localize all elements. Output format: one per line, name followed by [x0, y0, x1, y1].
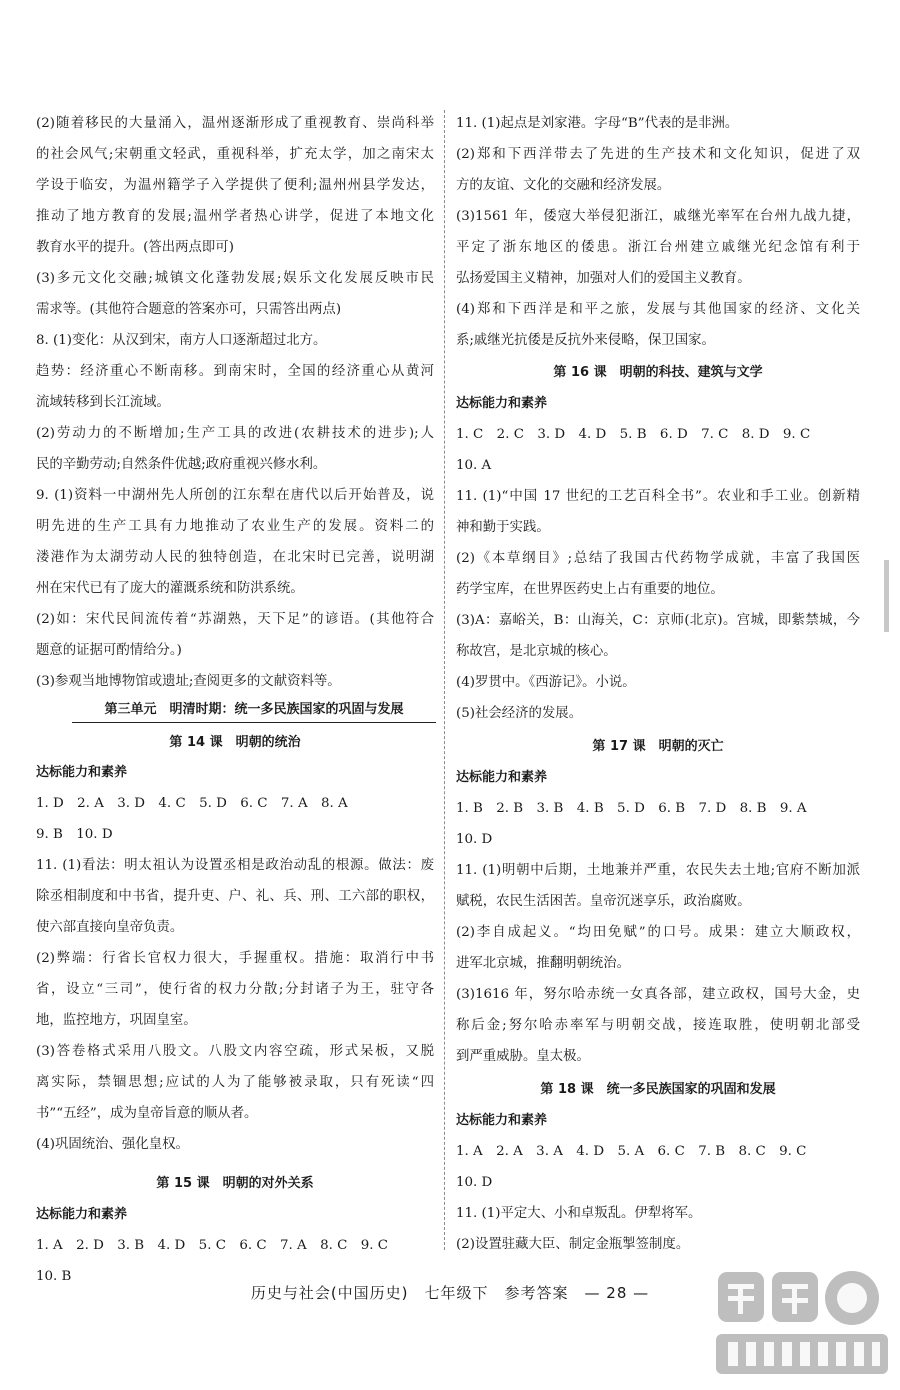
question-11: 11. (1)“中国 17 世纪的工艺百科全书”。农业和手工业。创新精 — [456, 489, 860, 504]
text-line: 弘扬爱国主义精神，加强对人们的爱国主义教育。 — [456, 271, 751, 286]
text-line: (3)答卷格式采用八股文。八股文内容空疏，形式呆板，又脱 — [36, 1044, 434, 1059]
mc-answers: 1. A 2. A 3. A 4. D 5. A 6. C 7. B 8. C 9. C — [456, 1144, 807, 1159]
text-line: 学设于临安，为温州籍学子入学提供了便利;温州州县学发达， — [36, 178, 434, 193]
text-line: 离实际，禁锢思想;应试的人为了能够被录取，只有死读“四 — [36, 1075, 434, 1090]
text-line: (3)多元文化交融;城镇文化蓬勃发展;娱乐文化发展反映市民 — [36, 271, 434, 286]
text-line: (2)设置驻藏大臣、制定金瓶掣签制度。 — [456, 1237, 690, 1252]
text-line: (3)参观当地博物馆或遗址;查阅更多的文献资料等。 — [36, 674, 341, 689]
lesson-18-section: 达标能力和素养 — [456, 1113, 548, 1128]
watermark-logo — [712, 1262, 892, 1382]
text-line: 教育水平的提升。(答出两点即可) — [36, 240, 234, 255]
text-line: (2)如：宋代民间流传着“苏湖熟，天下足”的谚语。(其他符合 — [36, 612, 434, 627]
lesson-15-title: 第 15 课 明朝的对外关系 — [156, 1176, 314, 1191]
text-line: (4)郑和下西洋是和平之旅，发展与其他国家的经济、文化关 — [456, 302, 860, 317]
lesson-18-title: 第 18 课 统一多民族国家的巩固和发展 — [540, 1082, 776, 1097]
mc-answers: 10. D — [456, 1175, 493, 1190]
unit-title-rule — [72, 722, 436, 723]
mc-answers: 9. B 10. D — [36, 827, 113, 842]
mc-answers: 10. B — [36, 1269, 72, 1284]
text-line: (3)A：嘉峪关，B：山海关，C：京师(北京)。宫城，即紫禁城，今 — [456, 613, 860, 628]
text-line: 明先进的生产工具有力地推动了农业生产的发展。资料二的 — [36, 519, 434, 534]
lesson-16-section: 达标能力和素养 — [456, 396, 548, 411]
text-line: 的社会风气;宋朝重文轻武，重视科举，扩充太学，加之南宋太 — [36, 147, 434, 162]
question-11: 11. (1)起点是刘家港。字母“B”代表的是非洲。 — [456, 116, 739, 131]
text-line: 州在宋代已有了庞大的灌溉系统和防洪系统。 — [36, 581, 304, 596]
text-line: 使六部直接向皇帝负责。 — [36, 920, 184, 935]
mc-answers: 1. D 2. A 3. D 4. C 5. D 6. C 7. A 8. A — [36, 796, 348, 811]
text-line: 流域转移到长江流域。 — [36, 395, 170, 410]
text-line: 省，设立“三司”，使行省的权力分散;分封诸子为王，驻守各 — [36, 982, 434, 997]
text-line: 赋税，农民生活困苦。皇帝沉迷享乐，政治腐败。 — [456, 894, 751, 909]
column-divider — [444, 110, 445, 1250]
mc-answers: 1. C 2. C 3. D 4. D 5. B 6. D 7. C 8. D 9. C — [456, 427, 811, 442]
mc-answers: 1. B 2. B 3. B 4. B 5. D 6. B 7. D 8. B 9. A — [456, 801, 807, 816]
lesson-17-section: 达标能力和素养 — [456, 770, 548, 785]
text-line: 到严重威胁。皇太极。 — [456, 1049, 590, 1064]
question-11: 11. (1)看法：明太祖认为设置丞相是政治动乱的根源。做法：废 — [36, 858, 434, 873]
text-line: 地，监控地方，巩固皇室。 — [36, 1013, 197, 1028]
lesson-15-section: 达标能力和素养 — [36, 1207, 128, 1222]
text-line: 趋势：经济重心不断南移。到南宋时，全国的经济重心从黄河 — [36, 364, 434, 379]
text-line: (2)《本草纲目》;总结了我国古代药物学成就，丰富了我国医 — [456, 551, 860, 566]
text-line: (2)随着移民的大量涌入，温州逐渐形成了重视教育、崇尚科举 — [36, 116, 434, 131]
text-line: 溇港作为太湖劳动人民的独特创造，在北宋时已完善，说明湖 — [36, 550, 434, 565]
text-line: 平定了浙东地区的倭患。浙江台州建立戚继光纪念馆有利于 — [456, 240, 860, 255]
mc-answers: 10. A — [456, 458, 492, 473]
text-line: 称故宫，是北京城的核心。 — [456, 644, 617, 659]
question-8: 8. (1)变化：从汉到宋，南方人口逐渐超过北方。 — [36, 333, 327, 348]
lesson-14-section: 达标能力和素养 — [36, 765, 128, 780]
text-line: (4)罗贯中。《西游记》。小说。 — [456, 675, 636, 690]
question-9: 9. (1)资料一中湖州先人所创的江东犁在唐代以后开始普及，说 — [36, 488, 434, 503]
mc-answers: 10. D — [456, 832, 493, 847]
text-line: 题意的证据可酌情给分。) — [36, 643, 182, 658]
text-line: 进军北京城，推翻明朝统治。 — [456, 956, 631, 971]
text-line: 药学宝库，在世界医药史上占有重要的地位。 — [456, 582, 724, 597]
text-line: 系;戚继光抗倭是反抗外来侵略，保卫国家。 — [456, 333, 715, 348]
question-11: 11. (1)平定大、小和卓叛乱。伊犁将军。 — [456, 1206, 702, 1221]
text-line: 除丞相制度和中书省，提升吏、户、礼、兵、刑、工六部的职权， — [36, 889, 434, 904]
text-line: (5)社会经济的发展。 — [456, 706, 583, 721]
unit-title: 第三单元 明清时期：统一多民族国家的巩固与发展 — [104, 702, 404, 717]
page-footer: 历史与社会(中国历史) 七年级下 参考答案 — 28 — — [250, 1284, 650, 1302]
text-line: (2)劳动力的不断增加;生产工具的改进(农耕技术的进步);人 — [36, 426, 434, 441]
text-line: (2)李自成起义。“均田免赋”的口号。成果：建立大顺政权， — [456, 925, 860, 940]
page-edge-mark — [884, 560, 889, 632]
text-line: 推动了地方教育的发展;温州学者热心讲学，促进了本地文化 — [36, 209, 434, 224]
lesson-16-title: 第 16 课 明朝的科技、建筑与文学 — [553, 365, 763, 380]
text-line: (4)巩固统治、强化皇权。 — [36, 1137, 189, 1152]
text-line: 民的辛勤劳动;自然条件优越;政府重视兴修水利。 — [36, 457, 327, 472]
question-11: 11. (1)明朝中后期，土地兼并严重，农民失去土地;官府不断加派 — [456, 863, 860, 878]
text-line: (3)1616 年，努尔哈赤统一女真各部，建立政权，国号大金，史 — [456, 987, 860, 1002]
text-line: (2)郑和下西洋带去了先进的生产技术和文化知识，促进了双 — [456, 147, 860, 162]
lesson-14-title: 第 14 课 明朝的统治 — [169, 735, 301, 750]
mc-answers: 1. A 2. D 3. B 4. D 5. C 6. C 7. A 8. C 9. C — [36, 1238, 389, 1253]
text-line: (3)1561 年，倭寇大举侵犯浙江，戚继光率军在台州九战九捷， — [456, 209, 860, 224]
text-line: (2)弊端：行省长官权力很大，手握重权。措施：取消行中书 — [36, 951, 434, 966]
text-line: 称后金;努尔哈赤率军与明朝交战，接连取胜，使明朝北部受 — [456, 1018, 860, 1033]
text-line: 神和勤于实践。 — [456, 520, 550, 535]
text-line: 需求等。(其他符合题意的答案亦可，只需答出两点) — [36, 302, 342, 317]
text-line: 书”“五经”，成为皇帝旨意的顺从者。 — [36, 1106, 258, 1121]
lesson-17-title: 第 17 课 明朝的灭亡 — [592, 739, 724, 754]
text-line: 方的友谊、文化的交融和经济发展。 — [456, 178, 671, 193]
